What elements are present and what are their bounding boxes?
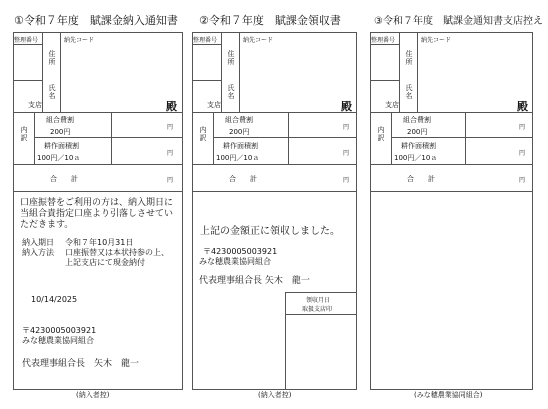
form-footer: (納入者控) <box>76 391 110 399</box>
seiri-label: 整理番号 <box>14 37 39 44</box>
method-label: 納入方法 <box>22 248 54 257</box>
postal-code: 〒4230005003921 <box>203 247 278 256</box>
representative: 代表理事組合長 矢木 龍一 <box>22 359 140 369</box>
form-title: ②令和７年度 賦課金領収書 <box>199 14 341 27</box>
den-label: 殿 <box>517 100 528 113</box>
due-value: 令和７年10月31日 <box>65 238 134 247</box>
shiten-label: 支店 <box>385 101 399 109</box>
yen-label: 円 <box>343 150 350 157</box>
seiri-label: 整理番号 <box>193 37 218 44</box>
shimei-label: 氏名 <box>405 84 413 100</box>
kousaku-label: 耕作面積割 <box>44 142 79 150</box>
yen-label: 円 <box>167 177 174 184</box>
yen-label: 円 <box>167 150 174 157</box>
yen-label: 円 <box>519 177 526 184</box>
representative: 代表理事組合長 矢木 龍一 <box>199 276 310 286</box>
kumiai-rate: 200円 <box>50 128 71 136</box>
den-label: 殿 <box>166 100 177 113</box>
kumiai-label: 組合費割 <box>225 116 253 124</box>
juusho-label: 住所 <box>227 50 235 66</box>
yen-label: 円 <box>343 177 350 184</box>
method-line1: 口座振替又は本状持参の上、 <box>65 248 169 257</box>
kousaku-rate: 100円／10ａ <box>216 154 260 162</box>
juusho-label: 住所 <box>405 50 413 66</box>
goukei-label: 合 計 <box>50 175 78 183</box>
seiri-label: 整理番号 <box>371 37 396 44</box>
noukaisaki-label: 納先コード <box>421 37 452 44</box>
method-line2: 上記支店にて現金納付 <box>65 258 145 267</box>
shiten-label: 支店 <box>207 101 221 109</box>
noukaisaki-label: 納先コード <box>243 37 274 44</box>
form-frame <box>370 32 533 390</box>
yen-label: 円 <box>519 124 526 131</box>
issue-date: 10/14/2025 <box>31 295 78 304</box>
due-label: 納入期日 <box>22 238 54 247</box>
kousaku-label: 耕作面積割 <box>401 142 436 150</box>
receipt-message: 上記の金額正に領収しました。 <box>200 226 340 237</box>
uchiwake-label: 内訳 <box>377 126 385 142</box>
goukei-label: 合 計 <box>407 175 435 183</box>
kumiai-rate: 200円 <box>229 128 250 136</box>
yen-label: 円 <box>343 124 350 131</box>
kousaku-label: 耕作面積割 <box>223 142 258 150</box>
noukaisaki-label: 納先コード <box>64 37 95 44</box>
yen-label: 円 <box>519 150 526 157</box>
kumiai-label: 組合費割 <box>46 116 74 124</box>
uchiwake-label: 内訳 <box>20 126 28 142</box>
kousaku-rate: 100円／10ａ <box>394 154 438 162</box>
form-title: ③令和７年度 賦課金通知書支店控え <box>374 16 543 27</box>
shimei-label: 氏名 <box>48 84 56 100</box>
form-title: ①令和７年度 賦課金納入通知書 <box>14 14 178 27</box>
shiten-label: 支店 <box>28 101 42 109</box>
notice-message: 口座振替をご利用の方は、納入期日に当組合貴指定口座より引落しさせていただきます。 <box>20 198 174 230</box>
kumiai-label: 組合費割 <box>403 116 431 124</box>
juusho-label: 住所 <box>48 50 56 66</box>
stamp-date-label: 領収月日 <box>306 297 331 304</box>
shimei-label: 氏名 <box>227 84 235 100</box>
goukei-label: 合 計 <box>229 175 257 183</box>
form-footer: (みな穂農業協同組合) <box>414 391 483 399</box>
org-name: みな穂農業協同組合 <box>199 257 271 266</box>
den-label: 殿 <box>341 100 352 113</box>
form-frame <box>192 32 357 390</box>
form-footer: (納入者控) <box>258 391 292 399</box>
org-name: みな穂農業協同組合 <box>22 336 94 345</box>
stamp-branch-label: 取扱支店印 <box>302 306 333 313</box>
postal-code: 〒4230005003921 <box>22 326 97 335</box>
kumiai-rate: 200円 <box>407 128 428 136</box>
kousaku-rate: 100円／10ａ <box>37 154 81 162</box>
uchiwake-label: 内訳 <box>199 126 207 142</box>
yen-label: 円 <box>167 124 174 131</box>
